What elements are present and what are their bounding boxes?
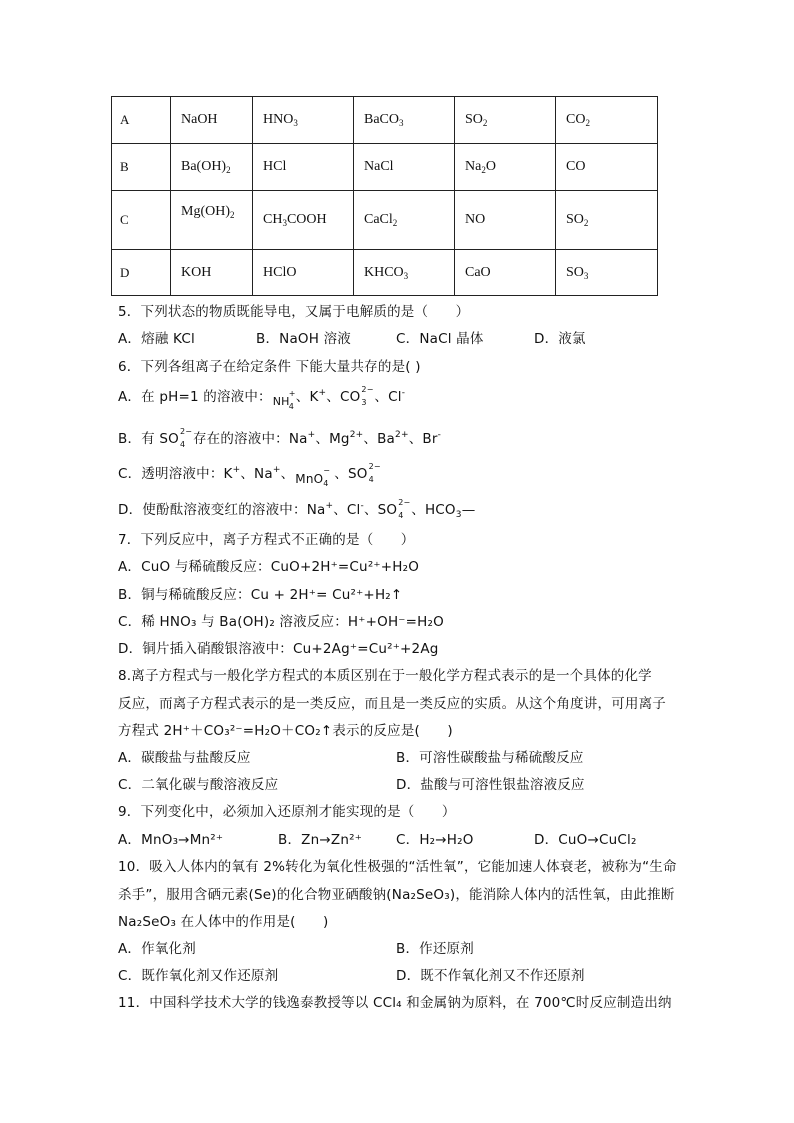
ion-sub: 3: [455, 510, 462, 520]
formula-sub: 3: [293, 118, 298, 128]
formula-tail: O: [485, 159, 496, 174]
table-cell: [556, 191, 658, 250]
row-label: B: [112, 144, 171, 191]
ion-text: 、SO: [363, 502, 398, 518]
table-cell: [556, 250, 658, 296]
table-cell: [455, 97, 556, 144]
ion-charge: 2+: [349, 430, 364, 440]
formula-main: CH: [263, 212, 283, 227]
ion-text: 、SO: [334, 466, 368, 482]
substance-classification-table: [111, 96, 658, 296]
option-d[interactable]: D．既不作氧化剂又不作还原剂: [396, 968, 585, 984]
table-cell: NO: [455, 191, 556, 250]
formula-sub: 2: [230, 210, 235, 220]
formula-sub: 2: [481, 165, 486, 175]
formula-main: SO: [465, 112, 483, 127]
ion-body: MnO: [295, 472, 324, 486]
ion-text: 、Cl: [374, 389, 402, 405]
question-10-options-row-2: [118, 964, 678, 984]
ion-sub: 4: [398, 511, 404, 520]
ion-sub: 3: [361, 398, 367, 407]
question-7-stem: 7．下列反应中，离子方程式不正确的是（ ）: [118, 532, 415, 548]
option-a[interactable]: A．碳酸盐与盐酸反应: [118, 750, 251, 766]
ammonium-ion: [272, 389, 296, 411]
option-c-text: C．透明溶液中：K: [118, 466, 233, 482]
question-11-line-1: 11．中国科学技术大学的钱逸泰教授等以 CCl₄ 和金属钠为原料，在 700℃时反应制造出纳: [118, 995, 672, 1011]
ion-charge: 2−: [179, 427, 193, 436]
option-a-text: A．在 pH=1 的溶液中：: [118, 389, 272, 405]
formula-main: BaCO: [364, 112, 399, 127]
question-8-options-row-1: [118, 746, 678, 766]
question-6-stem: 6．下列各组离子在给定条件 下能大量共存的是( ): [118, 359, 421, 375]
question-5-stem: 5．下列状态的物质既能导电，又属于电解质的是（ ）: [118, 304, 470, 320]
ion-text: 、Br: [408, 431, 438, 447]
ion-body: NH: [272, 395, 290, 408]
option-c[interactable]: C．H₂→H₂O: [396, 832, 474, 848]
formula-main: Mg(OH): [181, 204, 230, 219]
table-row: [112, 191, 658, 250]
ion-stack: [397, 498, 411, 520]
formula-main: SO: [566, 264, 584, 280]
option-b[interactable]: B．NaOH 溶液: [256, 331, 352, 347]
table-row: [112, 144, 658, 191]
option-a[interactable]: A．作氧化剂: [118, 941, 196, 957]
formula-raised: [181, 204, 235, 219]
table-cell: [253, 97, 354, 144]
formula-sub: 3: [399, 118, 404, 128]
ion-charge: 2+: [395, 430, 409, 440]
question-9-stem: 9．下列变化中，必须加入还原剂才能实现的是（ ）: [118, 804, 456, 820]
ion-sub: 4: [179, 440, 186, 449]
table-cell: [354, 250, 455, 296]
ion-charge: +: [272, 465, 281, 475]
ion-text: 、: [280, 466, 295, 482]
option-c[interactable]: C．既作氧化剂又作还原剂: [118, 968, 279, 984]
ion-text: 、Cl: [333, 502, 361, 518]
ion-text: —: [461, 502, 476, 518]
option-d[interactable]: D．盐酸与可溶性银盐溶液反应: [396, 777, 585, 793]
table-cell: [253, 191, 354, 250]
formula-sub: 2: [583, 218, 589, 228]
table-cell: HCl: [253, 144, 354, 191]
formula-sub: 3: [403, 270, 409, 281]
table-cell: [171, 191, 253, 250]
table-cell: HClO: [253, 250, 354, 296]
option-b[interactable]: B．铜与稀硫酸反应：Cu + 2H⁺= Cu²⁺+H₂↑: [118, 587, 403, 603]
permanganate-ion: [294, 466, 334, 488]
question-8-line-3: 方程式 2H⁺＋CO₃²⁻=H₂O＋CO₂↑表示的反应是( ): [118, 723, 453, 739]
formula-sub: 2: [585, 118, 590, 128]
row-label: C: [112, 191, 171, 250]
table-cell: [354, 191, 455, 250]
table-cell: CaO: [455, 250, 556, 296]
option-b[interactable]: B．可溶性碳酸盐与稀硫酸反应: [396, 750, 584, 766]
question-10-options-row-1: [118, 937, 678, 957]
ion-text: 、CO: [326, 389, 361, 405]
option-a[interactable]: A．MnO₃→Mn²⁺: [118, 832, 224, 848]
option-c[interactable]: C．NaCl 晶体: [396, 331, 484, 347]
ion-text: 、Ba: [363, 431, 396, 447]
option-d[interactable]: D．铜片插入硝酸银溶液中：Cu+2Ag⁺=Cu²⁺+2Ag: [118, 641, 439, 657]
ion-charge: +: [325, 501, 334, 511]
table-cell: [556, 97, 658, 144]
row-label: A: [112, 97, 171, 144]
question-6-option-b[interactable]: [118, 427, 441, 447]
ion-sub: 4: [288, 402, 295, 411]
ion-charge: -: [401, 388, 406, 398]
ion-text: 、Mg: [315, 431, 350, 447]
formula-sub: 2: [482, 118, 488, 128]
option-a[interactable]: A．熔融 KCl: [118, 331, 195, 347]
ion-text: 、HCO: [411, 502, 456, 518]
formula-sub: 3: [583, 270, 589, 281]
ion-text: 存在的溶液中：Na: [192, 431, 308, 447]
question-10-line-2: 杀手”，服用含硒元素(Se)的化合物亚硒酸钠(Na₂SeO₃)，能消除人体内的活性氧，由此推断: [118, 887, 675, 903]
formula-sub: 3: [282, 218, 287, 228]
option-d[interactable]: D．CuO→CuCl₂: [534, 832, 637, 848]
option-b-text: B．有 SO: [118, 431, 179, 447]
formula-main: HNO: [263, 112, 294, 127]
question-6-option-c[interactable]: [118, 462, 382, 488]
option-d-text: D．使酚酞溶液变红的溶液中：Na: [118, 502, 326, 518]
ion-charge: -: [360, 501, 364, 511]
formula-main: Ba(OH): [181, 159, 227, 174]
table-row: [112, 250, 658, 296]
formula-tail: COOH: [286, 212, 327, 227]
table-cell: KOH: [171, 250, 253, 296]
question-9-options: [118, 828, 678, 848]
ion-charge: −: [323, 466, 331, 475]
ion-charge: +: [232, 465, 241, 475]
ion-charge: +: [288, 389, 296, 398]
ion-sub: 4: [323, 479, 329, 488]
option-a[interactable]: A．CuO 与稀硫酸反应：CuO+2H⁺=Cu²⁺+H₂O: [118, 559, 420, 575]
option-c[interactable]: C．稀 HNO₃ 与 Ba(OH)₂ 溶液反应：H⁺+OH⁻=H₂O: [118, 614, 444, 630]
formula-main: SO: [566, 212, 584, 227]
option-d[interactable]: D．液氯: [534, 331, 586, 347]
ion-charge: 2−: [368, 462, 381, 471]
question-6-option-a[interactable]: [118, 385, 406, 411]
formula-main: KHCO: [364, 264, 404, 280]
ion-stack: [360, 385, 374, 407]
table-row: [112, 97, 658, 144]
ion-text: 、K: [295, 389, 319, 405]
ion-charge: +: [318, 388, 327, 398]
ion-charge: 2−: [361, 385, 374, 394]
question-8-line-2: 反应，而离子方程式表示的是一类反应，而且是一类反应的实质。从这个角度讲，可用离子: [118, 696, 666, 712]
question-5-options: [118, 327, 678, 347]
row-label: D: [112, 250, 171, 296]
option-b[interactable]: B．Zn→Zn²⁺: [278, 832, 363, 848]
ion-charge: 2−: [398, 498, 411, 507]
table-cell: NaCl: [354, 144, 455, 191]
ion-text: 、Na: [240, 466, 273, 482]
ion-stack: [179, 427, 193, 449]
table-cell: NaOH: [171, 97, 253, 144]
question-10-line-1: 10．吸入人体内的氧有 2%转化为氧化性极强的“活性氧”，它能加速人体衰老，被称为“生命: [118, 859, 677, 875]
question-8-line-1: 8.离子方程式与一般化学方程式的本质区别在于一般化学方程式表示的是一个具体的化学: [118, 668, 652, 684]
question-6-option-d[interactable]: [118, 498, 475, 518]
ion-stack: [368, 462, 382, 484]
ion-charge: +: [307, 430, 316, 440]
option-b[interactable]: B．作还原剂: [396, 941, 474, 957]
table-cell: [354, 97, 455, 144]
ion-charge: -: [437, 430, 442, 440]
ion-sub: 4: [368, 475, 374, 484]
formula-main: CaCl: [364, 212, 393, 227]
option-c[interactable]: C．二氧化碳与酸溶液反应: [118, 777, 279, 793]
table-cell: [171, 144, 253, 191]
formula-main: CO: [566, 112, 586, 127]
formula-sub: 2: [226, 165, 231, 175]
formula-main: Na: [465, 159, 482, 174]
table-cell: CO: [556, 144, 658, 191]
table-cell: [455, 144, 556, 191]
formula-sub: 2: [392, 218, 398, 228]
question-10-line-3: Na₂SeO₃ 在人体中的作用是( ): [118, 914, 329, 930]
question-8-options-row-2: [118, 773, 678, 793]
